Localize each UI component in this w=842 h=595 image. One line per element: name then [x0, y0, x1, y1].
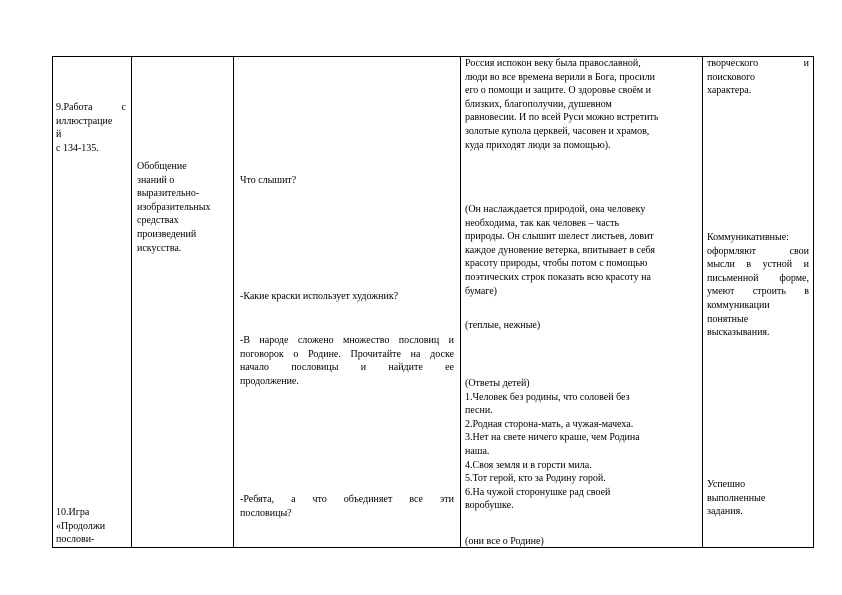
stage-10-cell: [56, 506, 126, 547]
activity-line: равновесии. И по всей Руси можно встретить: [465, 112, 659, 124]
activity-line: красоту природы, чтобы потом с помощью: [465, 258, 648, 270]
outcome-block-2: [707, 231, 809, 340]
question-line: пословицы?: [240, 507, 292, 519]
stage-line: «Продолжи: [56, 520, 106, 532]
outcome-line: умеют строить в: [707, 286, 809, 298]
activity-line: его о помощи и защите. О здоровье своём и: [465, 85, 651, 97]
goal-cell: [137, 160, 227, 255]
outcome-line: понятные: [707, 313, 749, 325]
outcome-line: мысли в устной и: [707, 259, 809, 271]
outcome-line: творческого и: [707, 58, 809, 69]
activity-line: бумаге): [465, 285, 498, 297]
goal-line: произведений: [137, 228, 197, 240]
activity-line: необходима, так как человек – часть: [465, 217, 620, 229]
proverb-line: 5.Тот герой, кто за Родину горой.: [465, 473, 606, 485]
stage-line: послови-: [56, 534, 95, 546]
stage-line: 10.Игра: [56, 507, 90, 518]
activity-line: куда приходят люди за помощью).: [465, 139, 611, 151]
activity-line: Россия испокон веку была православной,: [465, 58, 641, 69]
student-paragraph-1: [465, 57, 695, 152]
outcome-line: выполненные: [707, 492, 766, 504]
activity-line: (Он наслаждается природой, она человеку: [465, 204, 646, 215]
goal-line: искусства.: [137, 242, 182, 254]
stage-line: й: [56, 129, 62, 141]
teacher-question: Что слышит?: [240, 175, 297, 186]
proverb-line: воробушке.: [465, 500, 514, 512]
proverb-line: песни.: [465, 405, 493, 417]
question-line: поговорок о Родине. Прочитайте на доске: [240, 348, 454, 360]
goal-line: средствах: [137, 215, 179, 227]
proverb-line: 3.Нет на свете ничего краше, чем Родина: [465, 432, 640, 444]
teacher-question-summary: [240, 493, 454, 520]
question-line: -Ребята, а что объединяет все эти: [240, 494, 454, 505]
stage-line: 9.Работа с: [56, 102, 126, 113]
question-line: продолжение.: [240, 375, 299, 387]
outcome-line: высказывания.: [707, 327, 770, 339]
activity-line: золотые купола церквей, часовен и храмов,: [465, 125, 650, 137]
student-answer-colors: (теплые, нежные): [465, 320, 541, 331]
outcome-line: коммуникации: [707, 299, 770, 311]
goal-line: Обобщение: [137, 161, 187, 172]
proverb-line: 6.На чужой сторонушке рад своей: [465, 486, 611, 498]
proverb-line: 2.Родная сторона-мать, а чужая-мачеха.: [465, 418, 634, 430]
column-divider: [233, 57, 234, 547]
question-line: -В народе сложено множество пословиц и: [240, 335, 454, 346]
student-paragraph-2: [465, 203, 695, 298]
stage-line: иллюстрацие: [56, 115, 113, 127]
outcome-line: Успешно: [707, 479, 746, 490]
answers-heading: (Ответы детей): [465, 378, 530, 389]
question-line: начало пословицы и найдите ее: [240, 362, 454, 374]
stage-line: с 134-135.: [56, 142, 99, 154]
goal-line: знаний о: [137, 174, 175, 186]
teacher-question: -Какие краски использует художник?: [240, 291, 399, 302]
outcome-block-3: [707, 478, 809, 519]
activity-line: природы. Он слышит шелест листьев, ловит: [465, 231, 654, 243]
teacher-question-proverbs: [240, 334, 454, 388]
activity-line: поэтических строк показать всю красоту на: [465, 271, 651, 283]
outcome-line: оформляют свои: [707, 245, 809, 257]
activity-line: близких, благополучии, душевном: [465, 98, 612, 110]
outcome-line: характера.: [707, 85, 752, 97]
activity-line: люди во все времена верили в Бога, просили: [465, 71, 655, 83]
student-answers-proverbs: [465, 377, 695, 513]
outcome-line: задания.: [707, 506, 743, 518]
proverb-line: 4.Своя земля и в горсти мила.: [465, 459, 592, 471]
proverb-line: 1.Человек без родины, что соловей без: [465, 391, 630, 403]
outcome-line: поискового: [707, 71, 755, 83]
outcome-block-1: [707, 57, 809, 98]
outcome-line: Коммуникативные:: [707, 232, 789, 243]
activity-line: каждое дуновение ветерка, впитывает в себя: [465, 244, 655, 256]
column-divider: [460, 57, 461, 547]
proverb-line: наша.: [465, 445, 490, 457]
goal-line: изобразительных: [137, 201, 211, 213]
outcome-line: письменной форме,: [707, 272, 809, 284]
student-answer-summary: (они все о Родине): [465, 536, 544, 547]
lesson-table: [52, 56, 814, 548]
goal-line: выразительно-: [137, 188, 200, 200]
column-divider: [702, 57, 703, 547]
stage-9-cell: [56, 101, 126, 155]
column-divider: [131, 57, 132, 547]
